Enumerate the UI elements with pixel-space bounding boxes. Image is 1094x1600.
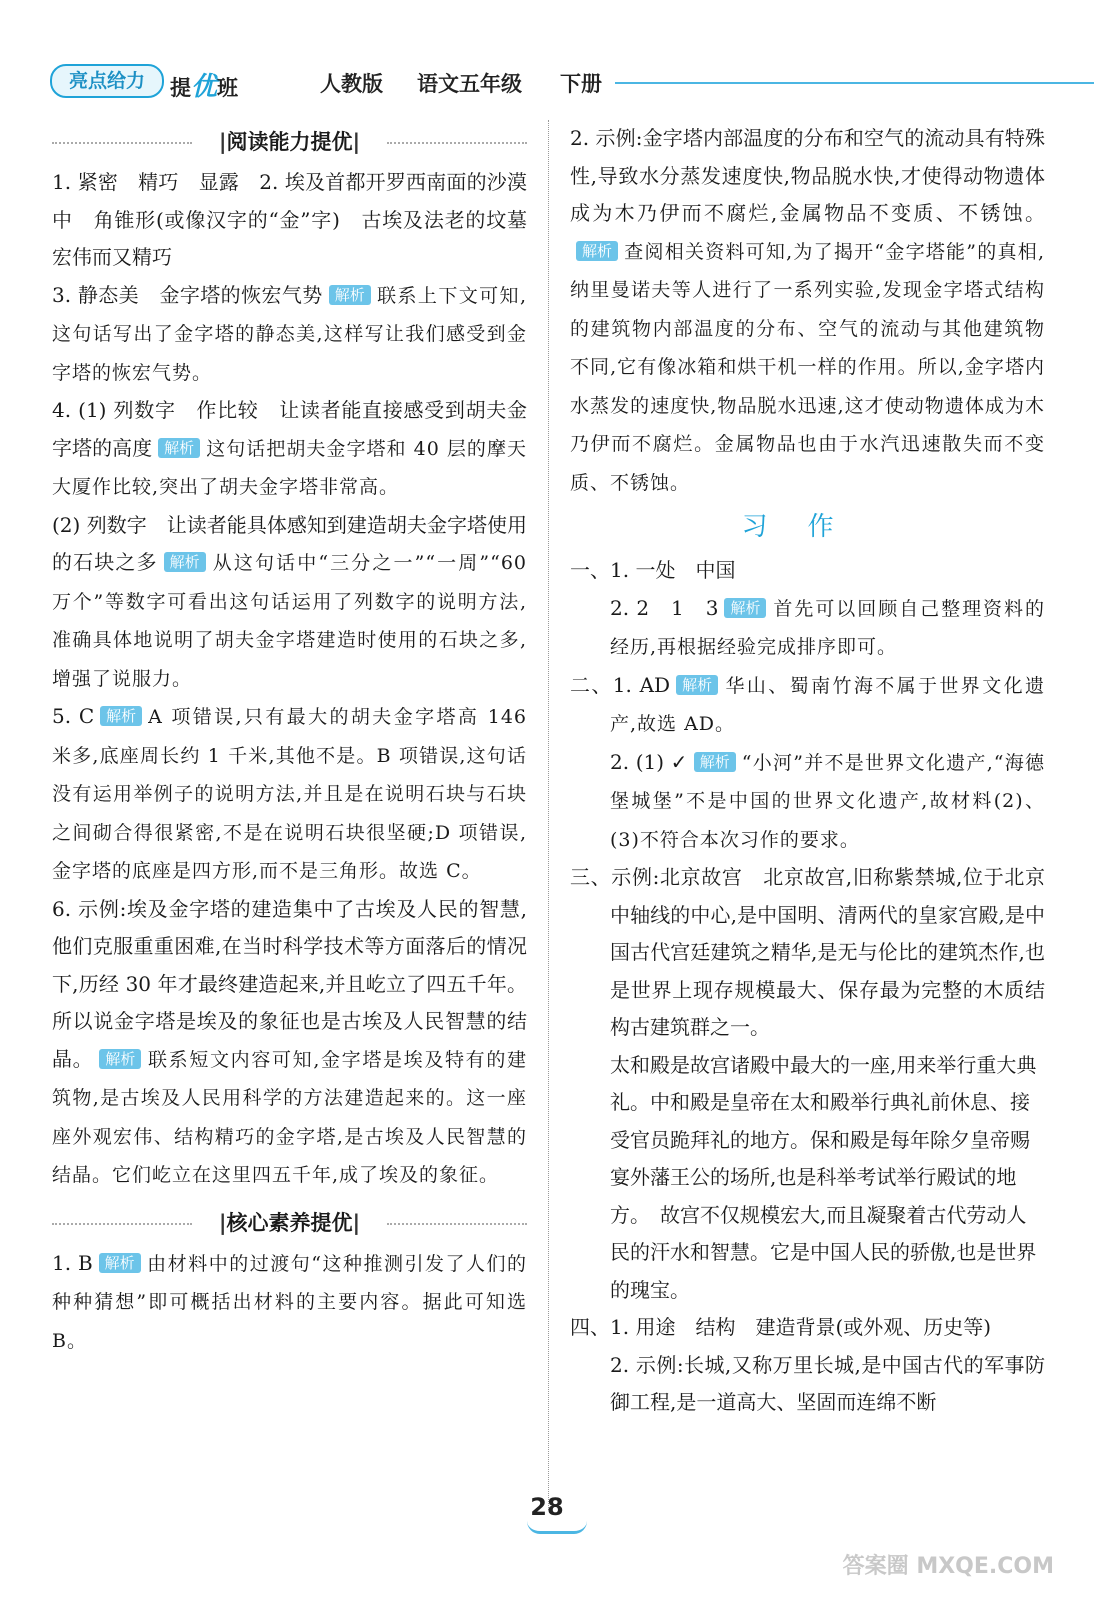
answer-text: 2. 示例:金字塔内部温度的分布和空气的流动具有特殊性,导致水分蒸发速度快,物品脱水快,才使得动物遗体成为木乃伊而不腐烂,金属物品不变质、不锈蚀。	[570, 126, 1045, 225]
explanation-tag: 解析	[329, 285, 371, 305]
writing-2-2	[570, 744, 1045, 860]
answer-1-2: 1. 紧密 精巧 显露 2. 埃及首都开罗西南面的沙漠中 角锥形(或像汉字的“金”字) 古埃及法老的坟墓 宏伟而又精巧	[52, 170, 547, 269]
answer-text: 2. (1) ✓	[610, 749, 688, 774]
watermark: 答案圈 MXQE.COM	[842, 1554, 1054, 1579]
explanation-tag: 解析	[99, 1253, 141, 1273]
series-title	[170, 66, 238, 103]
explanation-text: 这句话把胡夫金字塔和 40 层的摩天大厦作比较,突出了胡夫金字塔非常高。	[52, 437, 527, 498]
volume-label: 下册	[560, 72, 602, 96]
heading-dots-left	[52, 1223, 192, 1225]
explanation-text: 从这句话中“三分之一”“一周”“60 万个”等数字可看出这句话运用了列数字的说明方法,准确具体地说明了胡夫金字塔建造时使用的石块之多,增强了说服力。	[52, 552, 528, 690]
writing-3: 三、示例:北京故宫 北京故宫,旧称紫禁城,位于北京中轴线的中心,是中国明、清两代的皇家宫殿,是中国古代宫廷建筑之精华,是无与伦比的建筑杰作,也是世界上现存规模最大、保存最为完整的木质结构古建筑群之一。	[570, 865, 1045, 1039]
heading-dots-right	[387, 1223, 527, 1225]
answer-text: 2. 2 1 3	[610, 595, 719, 620]
subject-label: 语文五年级	[417, 72, 522, 96]
explanation-tag: 解析	[164, 552, 206, 572]
explanation-text: 由材料中的过渡句“这种推测引发了人们的种种猜想”即可概括出材料的主要内容。据此可知选 B。	[52, 1252, 528, 1352]
explanation-tag: 解析	[724, 598, 766, 618]
answer-text: 4. (1) 列数字 作比较 让读者能直接感受到胡夫金字塔的高度	[52, 398, 527, 460]
answer-6	[52, 891, 527, 1195]
answer-text: 3. 静态美 金字塔的恢宏气势	[52, 282, 323, 307]
core-answer-1	[52, 1245, 527, 1361]
explanation-text: A 项错误,只有最大的胡夫金字塔高 146 米多,底座周长约 1 千米,其他不是。B 项错误,这句话没有运用举例子的说明方法,并且是在说明石块与石块之间砌合得很紧密,不是在说明石块很坚硬;D 项错误,金字塔的底座是四方形,而不是三角形。故选 C。	[52, 706, 527, 882]
core-answer-2	[570, 120, 1045, 502]
edition-label: 人教版	[320, 72, 383, 96]
explanation-text: 联系短文内容可知,金字塔是埃及特有的建筑物,是古埃及人民用科学的方法建造起来的。这一座座外观宏伟、结构精巧的金字塔,是古埃及人民智慧的结晶。它们屹立在这里四五千年,成了埃及的象征。	[52, 1048, 527, 1186]
explanation-tag: 解析	[676, 675, 718, 695]
writing-1-2	[570, 590, 1045, 667]
section-title: 阅读能力提优	[226, 130, 353, 154]
right-column	[570, 120, 1045, 1422]
section-heading-reading: |阅读能力提优|	[52, 120, 527, 164]
answer-text: 6. 示例:埃及金字塔的建造集中了古埃及人民的智慧,他们克服重重困难,在当时科学技术等方面落后的情况下,历经 30 年才最终建造起来,并且屹立了四五千年。所以说金字塔是埃及的象征也是古埃及人民智慧的结晶。	[52, 896, 527, 1071]
answer-text: 1. B	[52, 1250, 93, 1275]
explanation-tag: 解析	[100, 706, 142, 726]
answer-text: 二、1. AD	[570, 672, 671, 697]
series-char-1: 提	[170, 76, 191, 100]
answer-4-1	[52, 392, 527, 507]
heading-dots-right	[387, 142, 527, 144]
answer-text: 5. C	[52, 704, 95, 728]
heading-dots-left	[52, 142, 192, 144]
writing-3-continued: 太和殿是故宫诸殿中最大的一座,用来举行重大典礼。中和殿是皇帝在太和殿举行典礼前休息、接受官员跪拜礼的地方。保和殿是每年除夕皇帝赐宴外藩王公的场所,也是科举考试举行殿试的地方。 故宫不仅规模宏大,而且凝聚着古代劳动人民的汗水和智慧。它是中国人民的骄傲,也是世界的瑰宝。	[610, 1052, 1037, 1302]
section-heading-writing: 习作	[741, 512, 874, 542]
explanation-tag: 解析	[694, 752, 736, 772]
header-rule	[615, 82, 1094, 84]
explanation-tag: 解析	[158, 438, 200, 458]
section-title: 核心素养提优	[226, 1210, 353, 1235]
explanation-text: 首先可以回顾自己整理资料的经历,再根据经验完成排序即可。	[610, 597, 1045, 658]
answer-4-2	[52, 507, 527, 699]
writing-4-1: 四、1. 用途 结构 建造背景(或外观、历史等)	[570, 1315, 992, 1339]
brand-badge: 亮点给力	[50, 64, 164, 98]
answer-text: (2) 列数字 让读者能具体感知到建造胡夫金字塔使用的石块之多	[52, 512, 527, 574]
page-number-swoosh	[527, 1521, 587, 1534]
series-char-2: 优	[191, 72, 218, 102]
explanation-tag: 解析	[576, 241, 618, 261]
explanation-text: 联系上下文可知,这句话写出了金字塔的静态美,这样写让我们感受到金字塔的恢宏气势。	[52, 284, 527, 384]
answer-3	[52, 277, 527, 393]
explanation-tag: 解析	[99, 1049, 141, 1069]
section-heading-core: |核心素养提优|	[52, 1201, 527, 1245]
page-number: 28	[530, 1493, 564, 1521]
left-column	[52, 120, 547, 1360]
page-header	[50, 62, 1050, 102]
explanation-text: 查阅相关资料可知,为了揭开“金字塔能”的真相,纳里曼诺夫等人进行了一系列实验,发现金字塔式结构的建筑物内部温度的分布、空气的流动与其他建筑物不同,它有像冰箱和烘干机一样的作用。所以,金字塔内水蒸发的速度快,物品脱水迅速,这才使动物遗体成为木乃伊而不腐烂。金属物品也由于水汽迅速散失而不变质、不锈蚀。	[570, 240, 1045, 494]
answer-5	[52, 698, 527, 891]
series-char-3: 班	[217, 76, 239, 100]
explanation-text: 华山、蜀南竹海不属于世界文化遗产,故选 AD。	[610, 674, 1045, 735]
writing-4-2: 2. 示例:长城,又称万里长城,是中国古代的军事防御工程,是一道高大、坚固而连绵不断	[610, 1352, 1045, 1414]
explanation-text: “小河”并不是世界文化遗产,“海德堡城堡”不是中国的世界文化遗产,故材料(2)、(3)不符合本次习作的要求。	[610, 751, 1045, 851]
writing-1-1: 一、1. 一处 中国	[570, 558, 736, 582]
column-divider	[548, 120, 549, 1510]
writing-2-1	[570, 667, 1045, 744]
